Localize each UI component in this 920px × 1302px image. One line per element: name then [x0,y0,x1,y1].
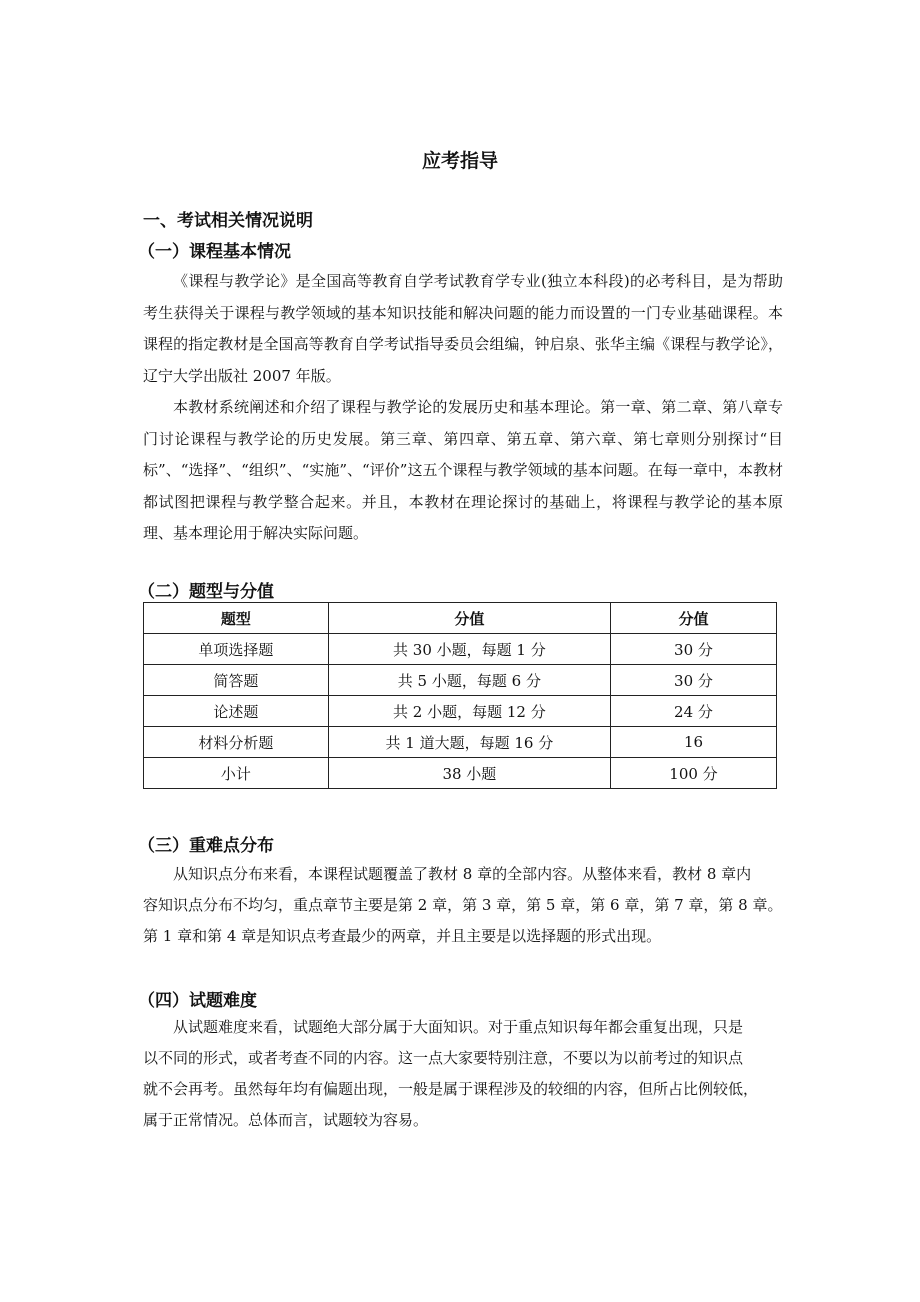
subsection-heading-question-types: （二）题型与分值 [138,582,274,602]
table-row [144,665,777,696]
table-cell: 30 分 [610,634,776,665]
table-row [144,634,777,665]
paragraph-course-intro: 《课程与教学论》是全国高等教育自学考试教育学专业(独立本科段)的必考科目，是为帮助考生获得关于课程与教学领域的基本知识技能和解决问题的能力而设置的一门专业基础课程。本课程的指定教材是全国高等教育自学考试指导委员会组编，钟启泉、张华主编《课程与教学论》，辽宁大学出版社 2007 年版。 [143,272,783,385]
table-row [144,727,777,758]
table-cell: 论述题 [144,696,329,727]
table-cell: 38 小题 [328,758,610,789]
table-cell: 材料分析题 [144,727,329,758]
table-cell: 共 2 小题，每题 12 分 [328,696,610,727]
table-cell: 30 分 [610,665,776,696]
paragraph-textbook-summary: 本教材系统阐述和介绍了课程与教学论的发展历史和基本理论。第一章、第二章、第八章专门讨论课程与教学论的历史发展。第三章、第四章、第五章、第六章、第七章则分别探讨“目标”、“选择”、“组织”、“实施”、“评价”这五个课程与教学领域的基本问题。在每一章中，本教材都试图把课程与教学整合起来。并且，本教材在理论探讨的基础上，将课程与教学论的基本原理、基本理论用于解决实际问题。 [143,398,783,542]
paragraph-line: 容知识点分布不均匀，重点章节主要是第 2 章，第 3 章，第 5 章，第 6 章，第 7 章，第 8 章。 [143,896,783,914]
table-header-row [144,603,777,634]
subsection-heading-key-points: （三）重难点分布 [138,836,274,856]
score-table [143,602,777,789]
table-row [144,758,777,789]
table-header: 分值 [328,603,610,634]
table-cell: 100 分 [610,758,776,789]
subsection-heading-course-basics: （一）课程基本情况 [138,242,291,262]
table-header: 题型 [144,603,329,634]
table-row [144,696,777,727]
paragraph-line: 属于正常情况。总体而言，试题较为容易。 [143,1111,429,1129]
table-cell: 共 30 小题，每题 1 分 [328,634,610,665]
subsection-heading-difficulty: （四）试题难度 [138,991,257,1011]
page-title: 应考指导 [421,150,498,172]
table-cell: 共 5 小题，每题 6 分 [328,665,610,696]
table-cell: 简答题 [144,665,329,696]
paragraph-line: 第 1 章和第 4 章是知识点考查最少的两章，并且主要是以选择题的形式出现。 [143,927,662,945]
paragraph-line: 从知识点分布来看，本课程试题覆盖了教材 8 章的全部内容。从整体来看，教材 8 章内 [173,865,752,883]
table-cell: 共 1 道大题，每题 16 分 [328,727,610,758]
table-header: 分值 [610,603,776,634]
table-cell: 单项选择题 [144,634,329,665]
table-cell: 16 [610,727,776,758]
paragraph-line: 从试题难度来看，试题绝大部分属于大面知识。对于重点知识每年都会重复出现，只是 [173,1018,744,1036]
paragraph-line: 就不会再考。虽然每年均有偏题出现，一般是属于课程涉及的较细的内容，但所占比例较低， [143,1080,759,1098]
table-cell: 24 分 [610,696,776,727]
table-cell: 小计 [144,758,329,789]
section-heading-exam-info: 一、考试相关情况说明 [143,211,313,231]
paragraph-line: 以不同的形式，或者考查不同的内容。这一点大家要特别注意，不要以为以前考过的知识点 [143,1049,744,1067]
